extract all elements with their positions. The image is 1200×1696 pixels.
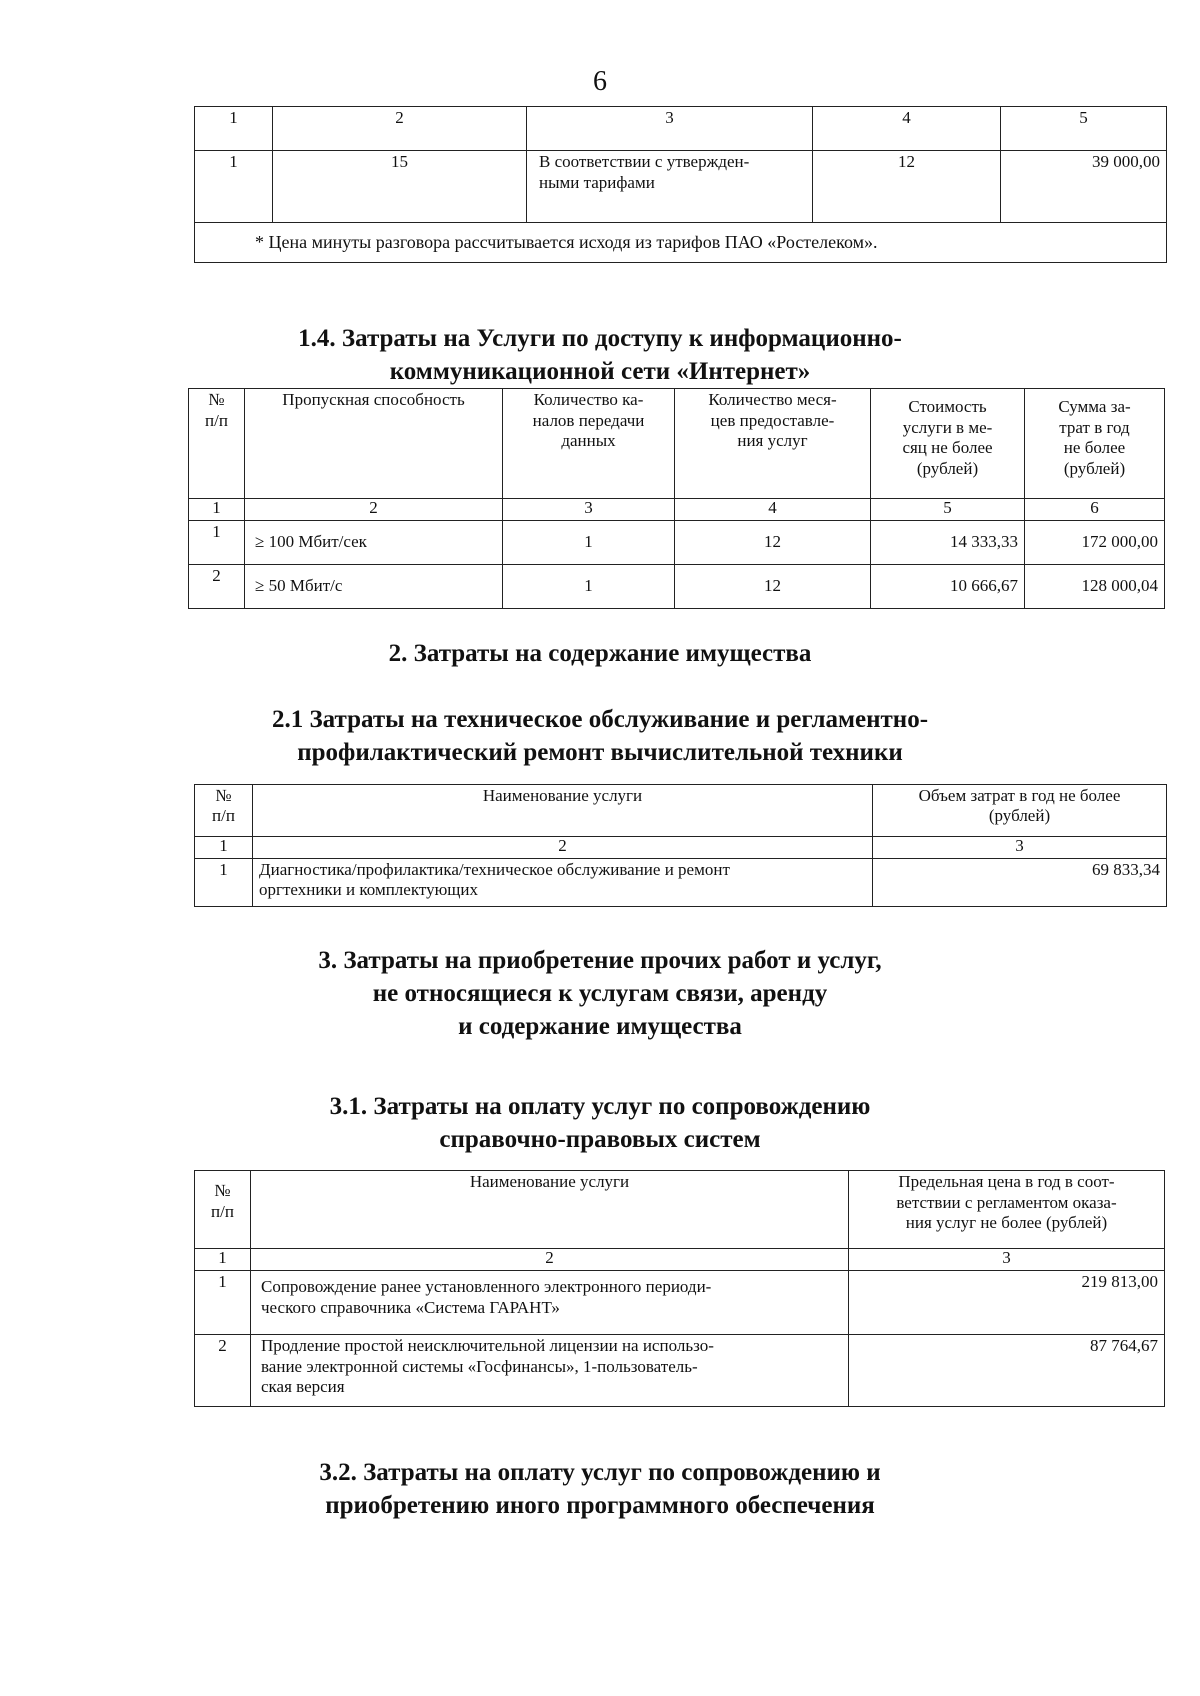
col-number-2: 2 <box>273 107 527 151</box>
cell-service-name: Диагностика/профилактика/техническое обслуживание и ремонт оргтехники и комплектующих <box>253 859 873 907</box>
heading-line: 2.1 Затраты на техническое обслуживание и регламентно- <box>271 706 929 733</box>
cell-channels: 1 <box>503 565 675 609</box>
col-number-2: 2 <box>251 1249 849 1271</box>
page-number: 6 <box>593 66 607 97</box>
section-heading-2-1 <box>0 703 1200 769</box>
cell-index: 1 <box>195 1271 251 1335</box>
header-max-price: Предельная цена в год в соот- ветствии с регламентом оказа- ния услуг не более (рублей) <box>849 1171 1165 1249</box>
heading-line: 3. Затраты на приобретение прочих работ и услуг, <box>318 947 882 974</box>
table-legal-systems-support <box>194 1170 1165 1407</box>
cell-service-name: Сопровождение ранее установленного электронного периоди- ческого справочника «Система ГАРАНТ» <box>251 1271 849 1335</box>
col-number-4: 4 <box>813 107 1001 151</box>
header-service-name: Наименование услуги <box>253 785 873 837</box>
header-service-name: Наименование услуги <box>251 1171 849 1249</box>
cell-index: 2 <box>195 1335 251 1407</box>
section-heading-3-2 <box>0 1456 1200 1522</box>
cell-max-price: 219 813,00 <box>849 1271 1165 1335</box>
col-number-1: 1 <box>195 837 253 859</box>
heading-line: 1.4. Затраты на Услуги по доступу к информационно- <box>298 325 902 352</box>
cell-index: 2 <box>189 565 245 609</box>
cell-total: 39 000,00 <box>1001 151 1167 223</box>
col-number-4: 4 <box>675 499 871 521</box>
cell-annual-cost: 172 000,00 <box>1025 521 1165 565</box>
header-number: № п/п <box>195 785 253 837</box>
header-channels: Количество ка- налов передачи данных <box>503 389 675 499</box>
section-heading-1-4 <box>0 322 1200 388</box>
col-number-1: 1 <box>195 1249 251 1271</box>
header-annual-cost: Сумма за- трат в год не более (рублей) <box>1025 389 1165 499</box>
heading-line: профилактический ремонт вычислительной техники <box>297 739 903 766</box>
section-heading-2 <box>0 637 1200 670</box>
col-number-6: 6 <box>1025 499 1165 521</box>
table-row <box>195 1335 1165 1407</box>
cell-months: 12 <box>813 151 1001 223</box>
section-heading-3-1 <box>0 1090 1200 1156</box>
cell-bandwidth: ≥ 100 Мбит/сек <box>245 521 503 565</box>
cell-channels: 1 <box>503 521 675 565</box>
col-number-3: 3 <box>873 837 1167 859</box>
cell-service-name: Продление простой неисключительной лицензии на использо- вание электронной системы «Госфинансы», 1-пользователь- ская версия <box>251 1335 849 1407</box>
table-row <box>195 1271 1165 1335</box>
heading-line: 3.1. Затраты на оплату услуг по сопровождению <box>329 1093 871 1120</box>
header-number: № п/п <box>189 389 245 499</box>
heading-line: коммуникационной сети «Интернет» <box>389 358 811 385</box>
header-bandwidth: Пропускная способность <box>245 389 503 499</box>
header-months: Количество меся- цев предоставле- ния услуг <box>675 389 871 499</box>
cell-monthly-cost: 10 666,67 <box>871 565 1025 609</box>
cell-bandwidth: ≥ 50 Мбит/с <box>245 565 503 609</box>
cell-annual-cost: 69 833,34 <box>873 859 1167 907</box>
table-row <box>195 859 1167 907</box>
heading-line: 3.2. Затраты на оплату услуг по сопровождению и <box>319 1459 881 1486</box>
col-number-1: 1 <box>189 499 245 521</box>
cell-lines: 15 <box>273 151 527 223</box>
table-equipment-maintenance <box>194 784 1167 907</box>
heading-line: 2. Затраты на содержание имущества <box>388 640 812 667</box>
cell-index: 1 <box>195 151 273 223</box>
section-heading-3 <box>0 944 1200 1043</box>
heading-line: и содержание имущества <box>458 1013 742 1040</box>
heading-line: не относящиеся к услугам связи, аренду <box>372 980 828 1007</box>
col-number-5: 5 <box>1001 107 1167 151</box>
table-row <box>195 151 1167 223</box>
table-internet-access <box>188 388 1165 609</box>
cell-index: 1 <box>189 521 245 565</box>
col-number-2: 2 <box>245 499 503 521</box>
table-footnote: * Цена минуты разговора рассчитывается исходя из тарифов ПАО «Ростелеком». <box>195 223 1167 263</box>
cell-months: 12 <box>675 565 871 609</box>
cell-months: 12 <box>675 521 871 565</box>
col-number-2: 2 <box>253 837 873 859</box>
cell-index: 1 <box>195 859 253 907</box>
col-number-1: 1 <box>195 107 273 151</box>
heading-line: справочно-правовых систем <box>439 1126 761 1153</box>
header-number: № п/п <box>195 1171 251 1249</box>
heading-line: приобретению иного программного обеспечения <box>325 1492 875 1519</box>
col-number-3: 3 <box>849 1249 1165 1271</box>
table-telephony-continuation <box>194 106 1167 263</box>
cell-annual-cost: 128 000,04 <box>1025 565 1165 609</box>
table-row <box>189 521 1165 565</box>
col-number-3: 3 <box>527 107 813 151</box>
col-number-5: 5 <box>871 499 1025 521</box>
header-annual-cost: Объем затрат в год не более (рублей) <box>873 785 1167 837</box>
table-row <box>189 565 1165 609</box>
col-number-3: 3 <box>503 499 675 521</box>
cell-max-price: 87 764,67 <box>849 1335 1165 1407</box>
cell-price: В соответствии с утвержден- ными тарифами <box>527 151 813 223</box>
header-monthly-cost: Стоимость услуги в ме- сяц не более (рублей) <box>871 389 1025 499</box>
cell-monthly-cost: 14 333,33 <box>871 521 1025 565</box>
